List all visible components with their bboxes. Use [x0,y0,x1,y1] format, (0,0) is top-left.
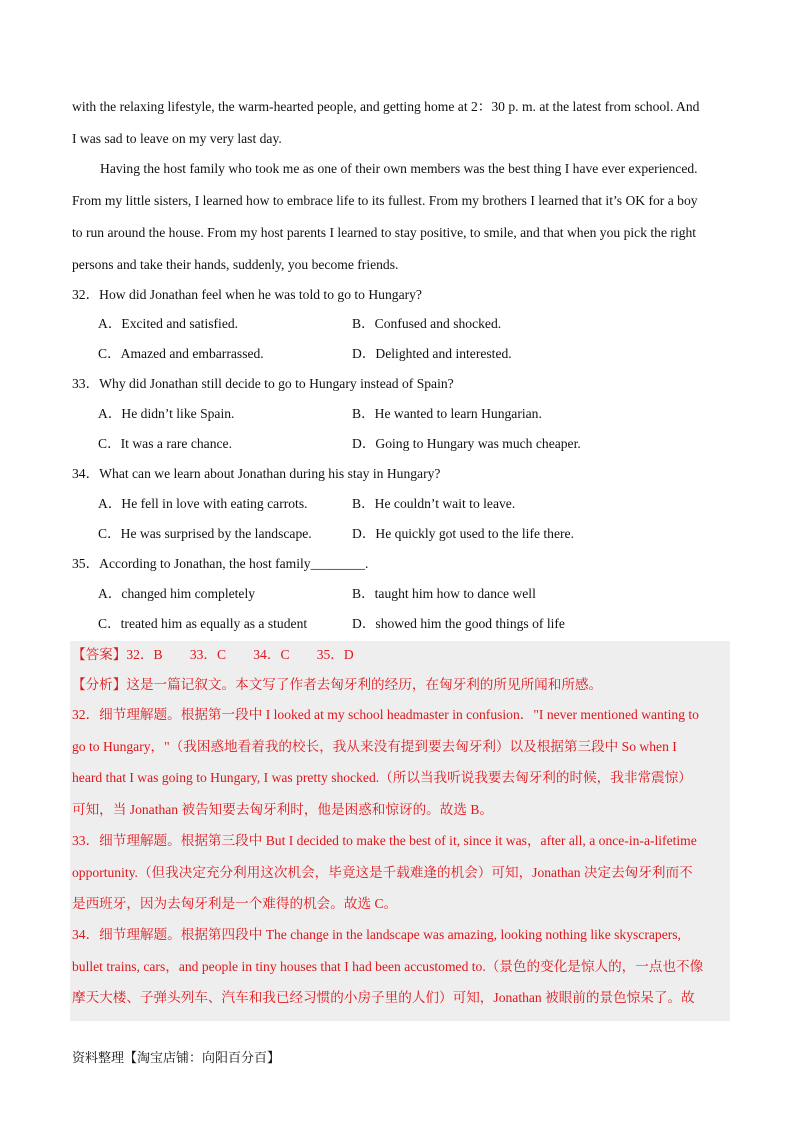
passage-line: I was sad to leave on my very last day. [72,131,282,146]
question-33-option-d: D．Going to Hungary was much cheaper. [352,436,581,451]
question-34-option-d: D．He quickly got used to the life there. [352,526,574,541]
question-32-option-a: A．Excited and satisfied. [98,316,239,331]
explanation-34-line: bullet trains, cars，and people in tiny houses that I had been accustomed to.（景色的变化是惊人的，一点也不像 [72,959,704,974]
question-34-option-c: C．He was surprised by the landscape. [98,526,312,541]
question-32-option-c: C．Amazed and embarrassed. [98,346,264,361]
question-35-option-a: A．changed him completely [98,586,256,601]
question-33-option-a: A．He didn’t like Spain. [98,406,235,421]
answer-key-line: 【答案】32．B 33．C 34．C 35．D [72,647,354,662]
passage-line: From my little sisters, I learned how to embrace life to its fullest. From my brothers I learned that it’s OK for a boy [72,193,698,208]
explanation-34-line: 摩天大楼、子弹头列车、汽车和我已经习惯的小房子里的人们）可知，Jonathan 被眼前的景色惊呆了。故 [72,990,695,1005]
analysis-summary-line: 【分析】这是一篇记叙文。本文写了作者去匈牙利的经历，在匈牙利的所见所闻和所感。 [72,677,603,692]
question-33-option-b: B．He wanted to learn Hungarian. [352,406,542,421]
explanation-33-line: opportunity.（但我决定充分利用这次机会，毕竟这是千载难逢的机会）可知，Jonathan 决定去匈牙利而不 [72,865,693,880]
explanation-32-line: 32．细节理解题。根据第一段中 I looked at my school headmaster in confusion．"I never mentioned wanting to [72,707,699,722]
question-35-option-b: B．taught him how to dance well [352,586,536,601]
question-32-option-d: D．Delighted and interested. [352,346,512,361]
question-34-stem: 34．What can we learn about Jonathan during his stay in Hungary? [72,466,441,481]
question-33-stem: 33．Why did Jonathan still decide to go to Hungary instead of Spain? [72,376,454,391]
question-32-option-b: B．Confused and shocked. [352,316,502,331]
page-footer: 资料整理【淘宝店铺：向阳百分百】 [72,1050,281,1065]
explanation-32-line: go to Hungary，"（我困惑地看着我的校长，我从来没有提到要去匈牙利）以及根据第三段中 So when I [72,739,677,754]
explanation-32-line: heard that I was going to Hungary, I was pretty shocked.（所以当我听说我要去匈牙利的时候，我非常震惊） [72,770,692,785]
passage-line: Having the host family who took me as one of their own members was the best thing I have ever experienced. [100,161,698,176]
passage-line: to run around the house. From my host parents I learned to stay positive, to smile, and that when you pick the right [72,225,697,240]
question-32-stem: 32．How did Jonathan feel when he was told to go to Hungary? [72,287,422,302]
question-35-option-c: C．treated him as equally as a student [98,616,308,631]
question-35-option-d: D．showed him the good things of life [352,616,565,631]
passage-paragraph-2 [72,153,728,281]
explanation-34-line: 34．细节理解题。根据第四段中 The change in the landscape was amazing, looking nothing like skyscrapers, [72,927,681,942]
question-35-stem: 35．According to Jonathan, the host family________. [72,556,369,571]
passage-line: with the relaxing lifestyle, the warm-hearted people, and getting home at 2：30 p. m. at the latest from school. And [72,99,700,114]
passage-paragraph-1 [72,91,728,155]
explanation-33-line: 是西班牙，因为去匈牙利是一个难得的机会。故选 C。 [72,896,398,911]
question-34-option-b: B．He couldn’t wait to leave. [352,496,516,511]
explanation-33-line: 33．细节理解题。根据第三段中 But I decided to make the best of it, since it was，after all, a once-in-a-lifetime [72,833,697,848]
passage-line: persons and take their hands, suddenly, you become friends. [72,257,399,272]
explanation-32-line: 可知，当 Jonathan 被告知要去匈牙利时，他是困惑和惊讶的。故选 B。 [72,802,494,817]
question-33-option-c: C．It was a rare chance. [98,436,232,451]
question-34-option-a: A．He fell in love with eating carrots. [98,496,308,511]
